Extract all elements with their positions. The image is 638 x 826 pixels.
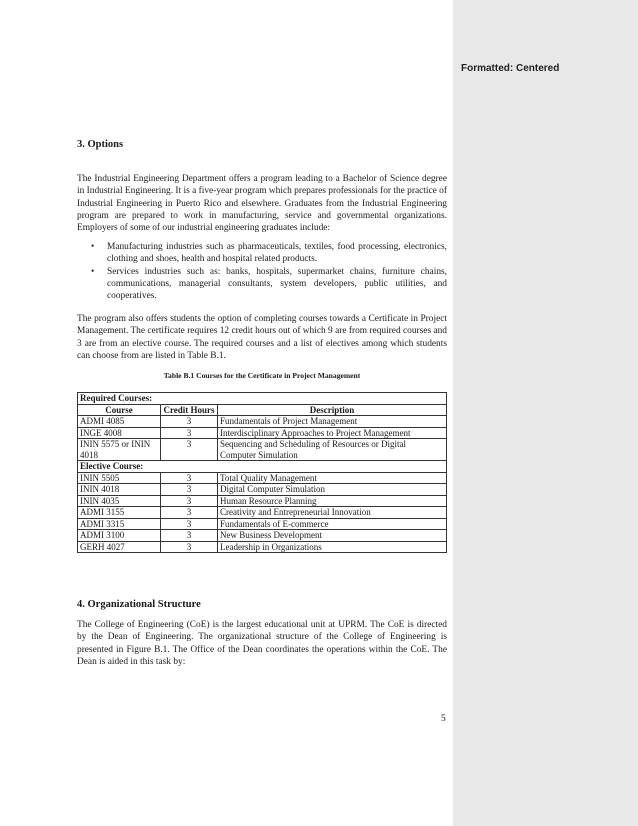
org-structure-paragraph: The College of Engineering (CoE) is the largest educational unit at UPRM. The CoE is directed by the Dean of Engineering. The organizational structure of the College of Engineering is presented in Figure B.1. The Office of the Dean coordinates the operations within the CoE. The Dean is aided in this task by: bbox=[77, 620, 447, 667]
course-description: Fundamentals of E-commerce bbox=[218, 518, 447, 530]
comment-pane bbox=[453, 0, 638, 826]
elective-course-heading: Elective Course: bbox=[78, 461, 447, 473]
course-code: ADMI 4085 bbox=[78, 416, 161, 428]
credit-hours: 3 bbox=[161, 439, 218, 461]
credit-hours: 3 bbox=[161, 495, 218, 507]
required-courses-heading: Required Courses: bbox=[78, 393, 447, 405]
course-code: GERH 4027 bbox=[78, 541, 161, 553]
table-row bbox=[78, 530, 447, 542]
bullet-icon: • bbox=[91, 266, 95, 277]
course-code: ININ 4035 bbox=[78, 495, 161, 507]
bullet-text: Services industries such as: banks, hospitals, supermarket chains, furniture chains, communications, managerial consultants, system developers, public utilities, and cooperatives. bbox=[107, 266, 447, 302]
credit-hours: 3 bbox=[161, 507, 218, 519]
table-row bbox=[78, 484, 447, 496]
org-structure-heading: 4. Organizational Structure bbox=[77, 599, 201, 610]
credit-hours: 3 bbox=[161, 416, 218, 428]
list-item bbox=[77, 266, 447, 303]
column-header-description: Description bbox=[218, 404, 447, 416]
course-description: Interdisciplinary Approaches to Project Management bbox=[218, 427, 447, 439]
credit-hours: 3 bbox=[161, 484, 218, 496]
course-code: INGE 4008 bbox=[78, 427, 161, 439]
page-number: 5 bbox=[441, 714, 446, 724]
course-code: ADMI 3315 bbox=[78, 518, 161, 530]
table-row bbox=[78, 507, 447, 519]
options-intro-paragraph: The Industrial Engineering Department offers a program leading to a Bachelor of Science degree in Industrial Engineering. It is a five-year program which prepares professionals for the practice of Industrial Engineering in Puerto Rico and elsewhere. Graduates from the Industrial Engineering program are prepared to work in manufacturing, service and governmental organizations. Employers of some of our industrial engineering graduates include: bbox=[77, 174, 447, 234]
course-description: Creativity and Entrepreneurial Innovation bbox=[218, 507, 447, 519]
credit-hours: 3 bbox=[161, 541, 218, 553]
options-heading: 3. Options bbox=[77, 139, 124, 150]
credit-hours: 3 bbox=[161, 518, 218, 530]
credit-hours: 3 bbox=[161, 472, 218, 484]
table-row bbox=[78, 439, 447, 461]
course-description: Leadership in Organizations bbox=[218, 541, 447, 553]
column-header-credit-hours: Credit Hours bbox=[161, 404, 218, 416]
table-row bbox=[78, 541, 447, 553]
course-code: ADMI 3155 bbox=[78, 507, 161, 519]
elective-section-row bbox=[78, 461, 447, 473]
table-caption: Table B.1 Courses for the Certificate in Project Management bbox=[163, 371, 361, 380]
course-description: Sequencing and Scheduling of Resources or Digital Computer Simulation bbox=[218, 439, 447, 461]
required-section-row bbox=[78, 393, 447, 405]
comment-label: Formatted: Centered bbox=[461, 63, 560, 74]
course-description: Total Quality Management bbox=[218, 472, 447, 484]
course-code: ADMI 3100 bbox=[78, 530, 161, 542]
course-code: ININ 4018 bbox=[78, 484, 161, 496]
credit-hours: 3 bbox=[161, 530, 218, 542]
course-description: Fundamentals of Project Management bbox=[218, 416, 447, 428]
table-row bbox=[78, 472, 447, 484]
bullet-text: Manufacturing industries such as pharmaceuticals, textiles, food processing, electronics, clothing and shoes, health and hospital related products. bbox=[107, 242, 447, 265]
table-header-row bbox=[78, 404, 447, 416]
credit-hours: 3 bbox=[161, 427, 218, 439]
employer-bullet-list bbox=[77, 241, 447, 302]
courses-table bbox=[77, 392, 447, 553]
column-header-course: Course bbox=[78, 404, 161, 416]
course-code: ININ 5575 or ININ 4018 bbox=[78, 439, 161, 461]
certificate-paragraph: The program also offers students the option of completing courses towards a Certificate in Project Management. The certificate requires 12 credit hours out of which 9 are from required courses and 3 are from an elective course. The required courses and a list of electives among which students can choose from are listed in Table B.1. bbox=[77, 314, 447, 361]
bullet-icon: • bbox=[91, 242, 95, 252]
table-row bbox=[78, 495, 447, 507]
table-row bbox=[78, 416, 447, 428]
list-item bbox=[77, 241, 447, 266]
course-description: Digital Computer Simulation bbox=[218, 484, 447, 496]
course-description: New Business Development bbox=[218, 530, 447, 542]
table-row bbox=[78, 427, 447, 439]
course-code: ININ 5505 bbox=[78, 472, 161, 484]
course-description: Human Resource Planning bbox=[218, 495, 447, 507]
table-row bbox=[78, 518, 447, 530]
